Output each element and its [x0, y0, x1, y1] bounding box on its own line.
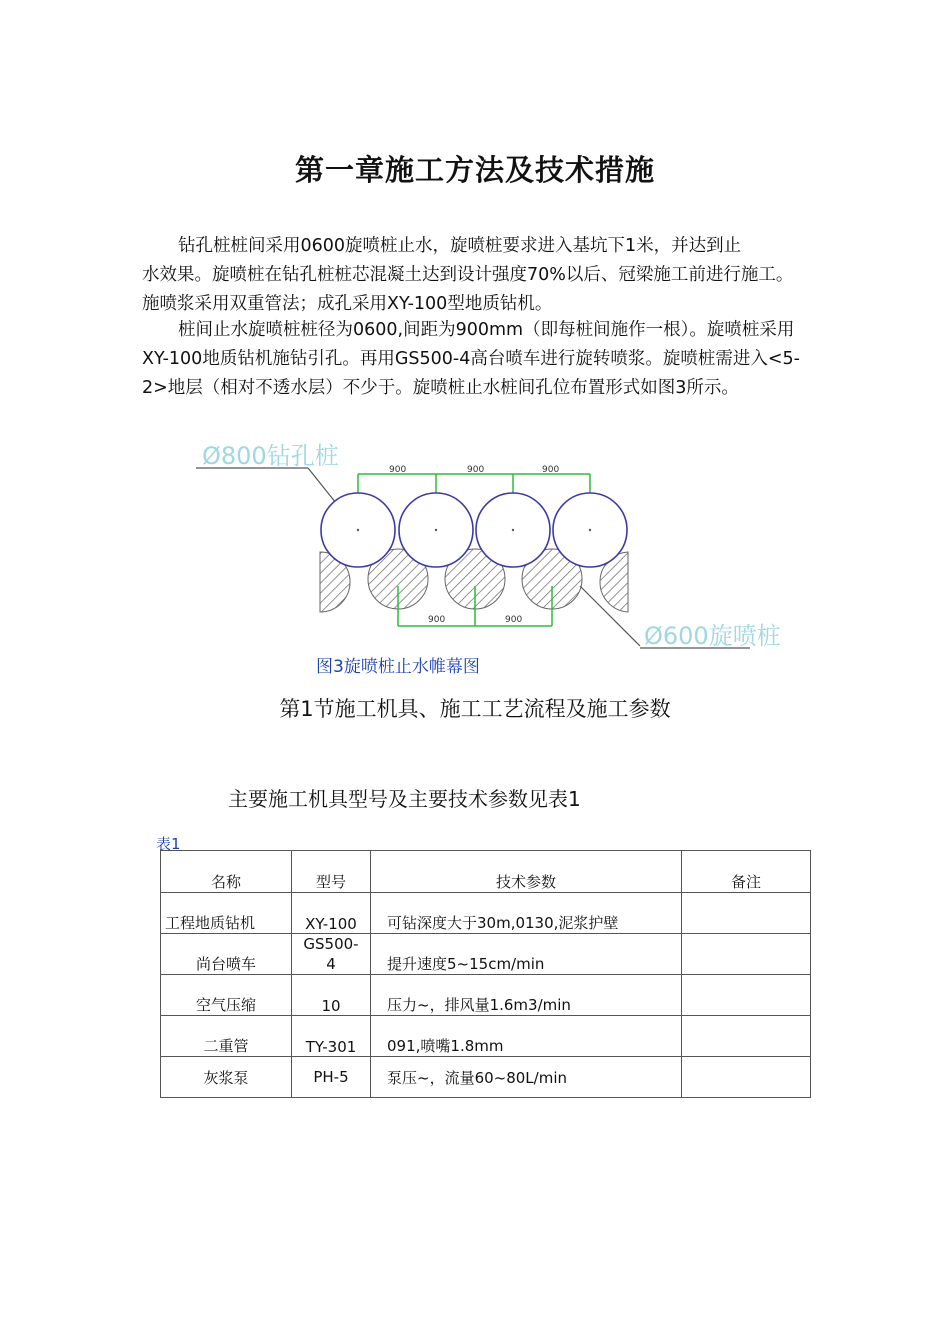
row-note [682, 934, 811, 975]
bottom-spacing-1: 900 [428, 615, 446, 625]
table-row [161, 934, 811, 975]
row-model: XY-100 [292, 893, 371, 934]
equipment-table [160, 850, 811, 1098]
table-row [161, 1016, 811, 1057]
table-row [161, 1057, 811, 1098]
table-row [161, 893, 811, 934]
row-params: 泵压~，流量60~80L/min [371, 1057, 682, 1098]
row-name: 二重管 [161, 1016, 292, 1057]
bottom-spacing-2: 900 [505, 615, 523, 625]
row-note [682, 975, 811, 1016]
row-model: TY-301 [292, 1016, 371, 1057]
row-params: 压力~，排风量1.6m3/min [371, 975, 682, 1016]
curtain-wall-diagram [180, 436, 781, 654]
paragraph-2 [142, 316, 802, 403]
figure-caption: 图3旋喷桩止水帷幕图 [316, 657, 480, 677]
row-name: 灰浆泵 [161, 1057, 292, 1098]
table-intro: 主要施工机具型号及主要技术参数见表1 [228, 787, 581, 811]
top-dimension [358, 474, 590, 496]
header-model: 型号 [292, 851, 371, 893]
row-model: GS500-4 [303, 935, 359, 973]
row-model: 10 [292, 975, 371, 1016]
row-note [682, 1016, 811, 1057]
paragraph-2-text: 桩间止水旋喷桩桩径为0600,间距为900mm（即每桩间施作一根）。旋喷桩采用XY-100地质钻机施钻引孔。再用GS500-4高台喷车进行旋转喷浆。旋喷桩需进入<5-2>地层（相对不透水层）不少于。旋喷桩止水桩间孔位布置形式如图3所示。 [142, 320, 800, 398]
header-name: 名称 [161, 851, 292, 893]
top-spacing-1: 900 [389, 465, 407, 475]
header-params: 技术参数 [371, 851, 682, 893]
row-params: 提升速度5~15cm/min [371, 934, 682, 975]
row-note [682, 893, 811, 934]
page-title: 第一章施工方法及技术措施 [294, 153, 655, 187]
jet-pile-label: Ø600旋喷桩 [644, 622, 781, 650]
top-spacing-2: 900 [467, 465, 485, 475]
row-model: PH-5 [292, 1057, 371, 1098]
table-header-row [161, 851, 811, 893]
paragraph-1-rest: 水效果。旋喷桩在钻孔桩桩芯混凝土达到设计强度70%以后、冠梁施工前进行施工。施喷浆采用双重管法；成孔采用XY-100型地质钻机。 [142, 265, 794, 314]
header-note: 备注 [682, 851, 811, 893]
table-row [161, 975, 811, 1016]
top-spacing-3: 900 [542, 465, 560, 475]
row-name: 空气压缩 [161, 975, 292, 1016]
row-note [682, 1057, 811, 1098]
row-name: 工程地质钻机 [165, 914, 256, 932]
row-params: 可钻深度大于30m,0130,泥浆护壁 [371, 893, 682, 934]
bored-pile-label: Ø800钻孔桩 [202, 442, 339, 470]
row-name: 尚台喷车 [161, 934, 292, 975]
paragraph-1-line-1: 钻孔桩桩间采用0600旋喷桩止水，旋喷桩要求进入基坑下1米，并达到止 [178, 236, 742, 256]
row-params: 091,喷嘴1.8mm [371, 1016, 682, 1057]
table-label: 表1 [156, 835, 181, 853]
section-title: 第1节施工机具、施工工艺流程及施工参数 [279, 697, 671, 721]
paragraph-1 [142, 232, 802, 319]
